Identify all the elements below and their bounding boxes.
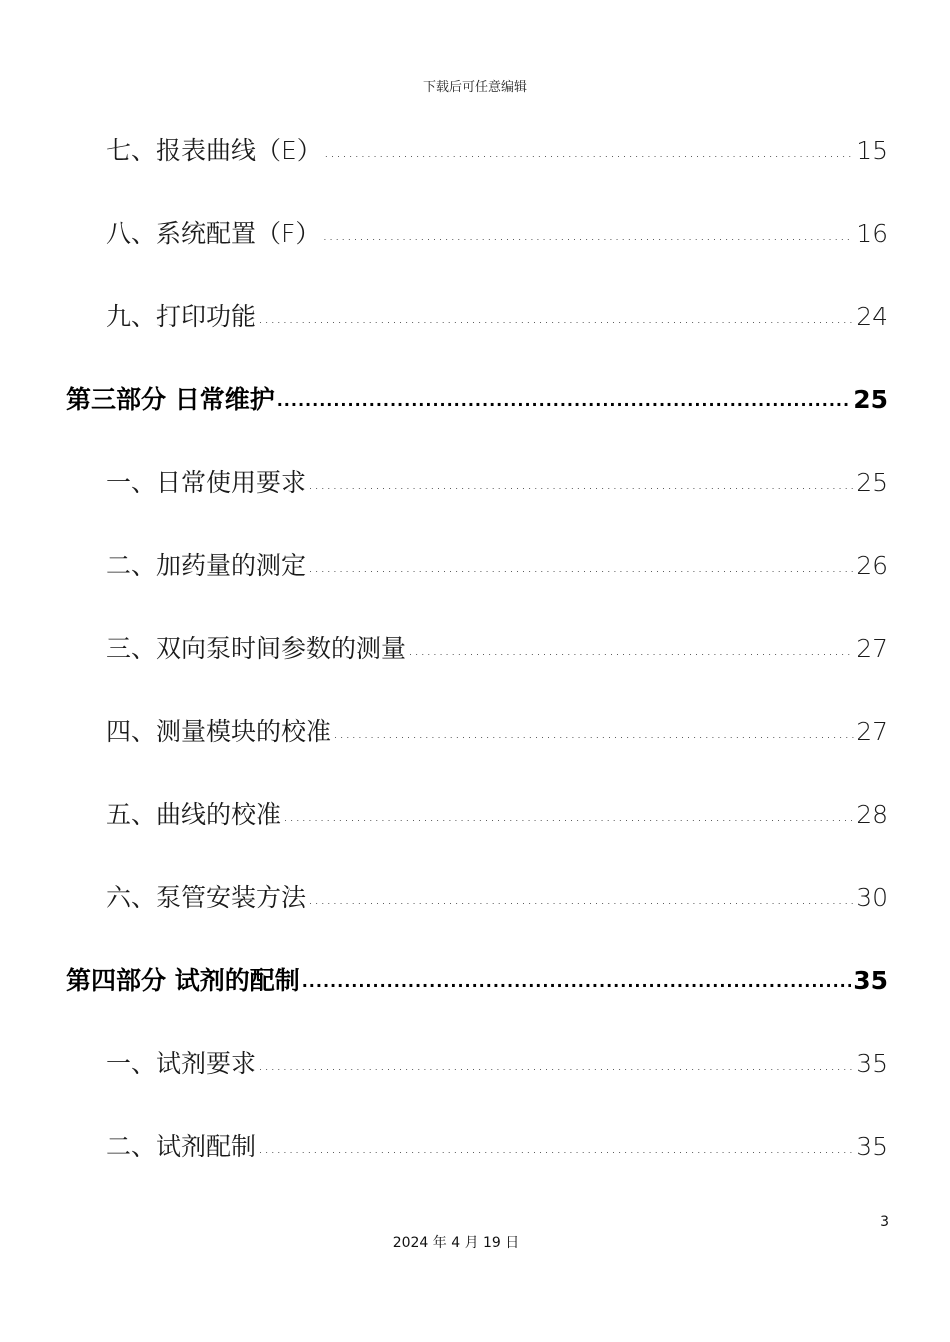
toc-entry-page: 35 bbox=[856, 1049, 888, 1078]
toc-entry[interactable] bbox=[106, 548, 888, 584]
toc-leader bbox=[258, 1127, 854, 1166]
toc-entry-page: 35 bbox=[856, 1132, 888, 1161]
page-header: 下载后可任意编辑 bbox=[422, 80, 527, 95]
toc-entry-title: 一、日常使用要求 bbox=[106, 468, 307, 497]
toc-entry-page: 28 bbox=[856, 800, 888, 829]
toc-leader bbox=[324, 131, 854, 170]
toc-section-entry[interactable] bbox=[66, 382, 888, 418]
toc-entry-title: 四、测量模块的校准 bbox=[106, 717, 332, 746]
toc-leader bbox=[258, 297, 854, 336]
toc-entry-title: 第三部分 日常维护 bbox=[66, 385, 275, 414]
toc-entry-page: 27 bbox=[856, 717, 888, 746]
toc-entry[interactable] bbox=[106, 299, 888, 335]
toc-entry-title: 六、泵管安装方法 bbox=[106, 883, 307, 912]
toc-entry[interactable] bbox=[106, 631, 888, 667]
toc-entry[interactable] bbox=[106, 216, 888, 252]
toc-entry-page: 30 bbox=[856, 883, 888, 912]
toc-leader bbox=[308, 878, 854, 917]
toc-entry-title: 二、加药量的测定 bbox=[106, 551, 307, 580]
toc-entry-page: 25 bbox=[853, 385, 888, 414]
toc-entry-title: 七、报表曲线（E） bbox=[106, 136, 322, 165]
toc-section-entry[interactable] bbox=[66, 963, 888, 999]
toc-entry-title: 一、试剂要求 bbox=[106, 1049, 257, 1078]
toc-entry-page: 16 bbox=[856, 219, 888, 248]
toc-entry[interactable] bbox=[106, 714, 888, 750]
toc-entry[interactable] bbox=[106, 880, 888, 916]
toc-entry-title: 第四部分 试剂的配制 bbox=[66, 966, 300, 995]
toc-leader bbox=[322, 214, 854, 253]
toc-entry[interactable] bbox=[106, 797, 888, 833]
toc-entry-page: 25 bbox=[856, 468, 888, 497]
toc-entry-title: 三、双向泵时间参数的测量 bbox=[106, 634, 407, 663]
toc-entry[interactable] bbox=[106, 133, 888, 169]
toc-entry[interactable] bbox=[106, 465, 888, 501]
toc-leader bbox=[277, 380, 851, 419]
toc-entry[interactable] bbox=[106, 1046, 888, 1082]
toc-leader bbox=[308, 546, 854, 585]
toc-leader bbox=[408, 629, 854, 668]
toc-leader bbox=[333, 712, 854, 751]
toc-entry-page: 27 bbox=[856, 634, 888, 663]
toc-entry-title: 五、曲线的校准 bbox=[106, 800, 282, 829]
toc-entry-title: 八、系统配置（F） bbox=[106, 219, 321, 248]
toc-leader bbox=[302, 961, 851, 1000]
toc-entry-page: 15 bbox=[856, 136, 888, 165]
toc-entry-page: 26 bbox=[856, 551, 888, 580]
toc-entry-page: 24 bbox=[856, 302, 888, 331]
toc-leader bbox=[308, 463, 854, 502]
toc-entry[interactable] bbox=[106, 1129, 888, 1165]
toc-entry-title: 二、试剂配制 bbox=[106, 1132, 257, 1161]
toc-leader bbox=[283, 795, 854, 834]
page-footer-date: 2024 年 4 月 19 日 bbox=[392, 1235, 520, 1251]
toc-entry-title: 九、打印功能 bbox=[106, 302, 257, 331]
page-number: 3 bbox=[880, 1214, 889, 1230]
toc-leader bbox=[258, 1044, 854, 1083]
toc-entry-page: 35 bbox=[853, 966, 888, 995]
